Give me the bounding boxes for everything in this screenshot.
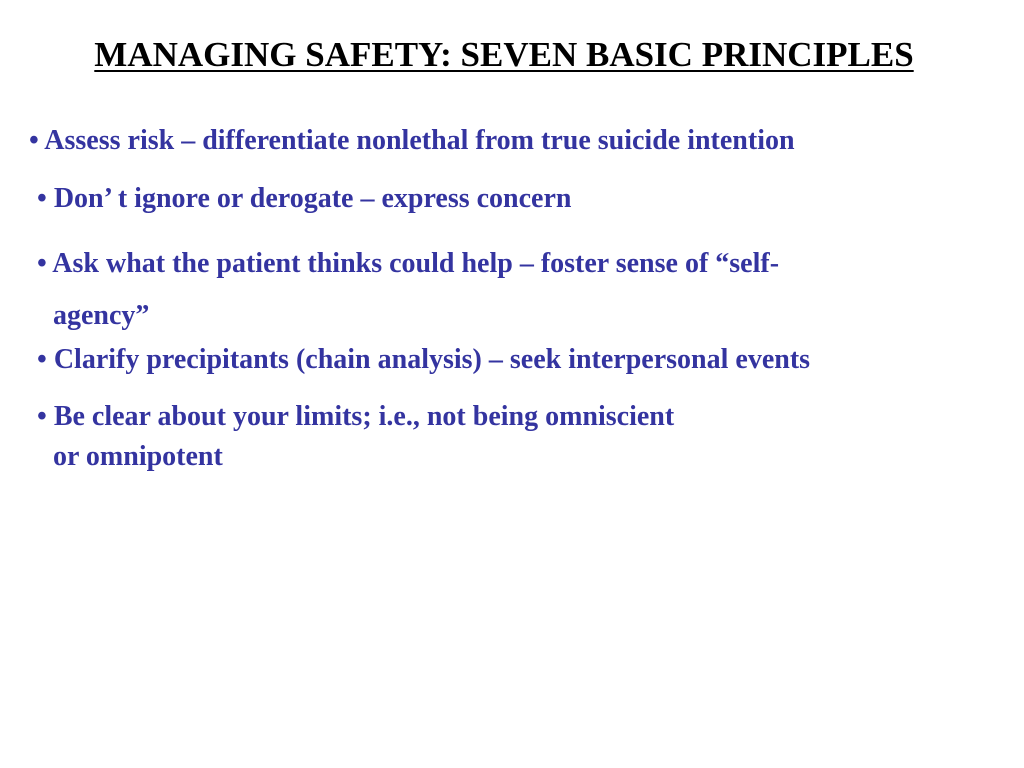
bullet-text: Be clear about your limits; i.e., not being omniscient (53, 401, 675, 432)
bullet-dot: • (37, 248, 47, 279)
bullet-item (29, 124, 795, 157)
bullet-item (37, 237, 779, 343)
bullet-item (37, 396, 674, 478)
bullet-dot: • (29, 125, 39, 156)
bullet-dot: • (37, 401, 47, 432)
bullet-dot: • (37, 344, 47, 375)
bullet-text: Don’ t ignore or derogate – express concern (53, 183, 572, 214)
bullet-text-continuation: or omnipotent (53, 441, 223, 472)
slide-title: MANAGING SAFETY: SEVEN BASIC PRINCIPLES (94, 35, 914, 74)
bullet-dot: • (37, 183, 47, 214)
bullet-text: Assess risk – differentiate nonlethal from true suicide intention (44, 125, 795, 156)
bullet-item (37, 343, 810, 376)
bullet-item (37, 182, 571, 215)
bullet-text-continuation: agency” (53, 300, 150, 331)
bullet-text: Ask what the patient thinks could help – foster sense of “self- (52, 248, 780, 279)
bullet-text: Clarify precipitants (chain analysis) – seek interpersonal events (53, 344, 811, 375)
